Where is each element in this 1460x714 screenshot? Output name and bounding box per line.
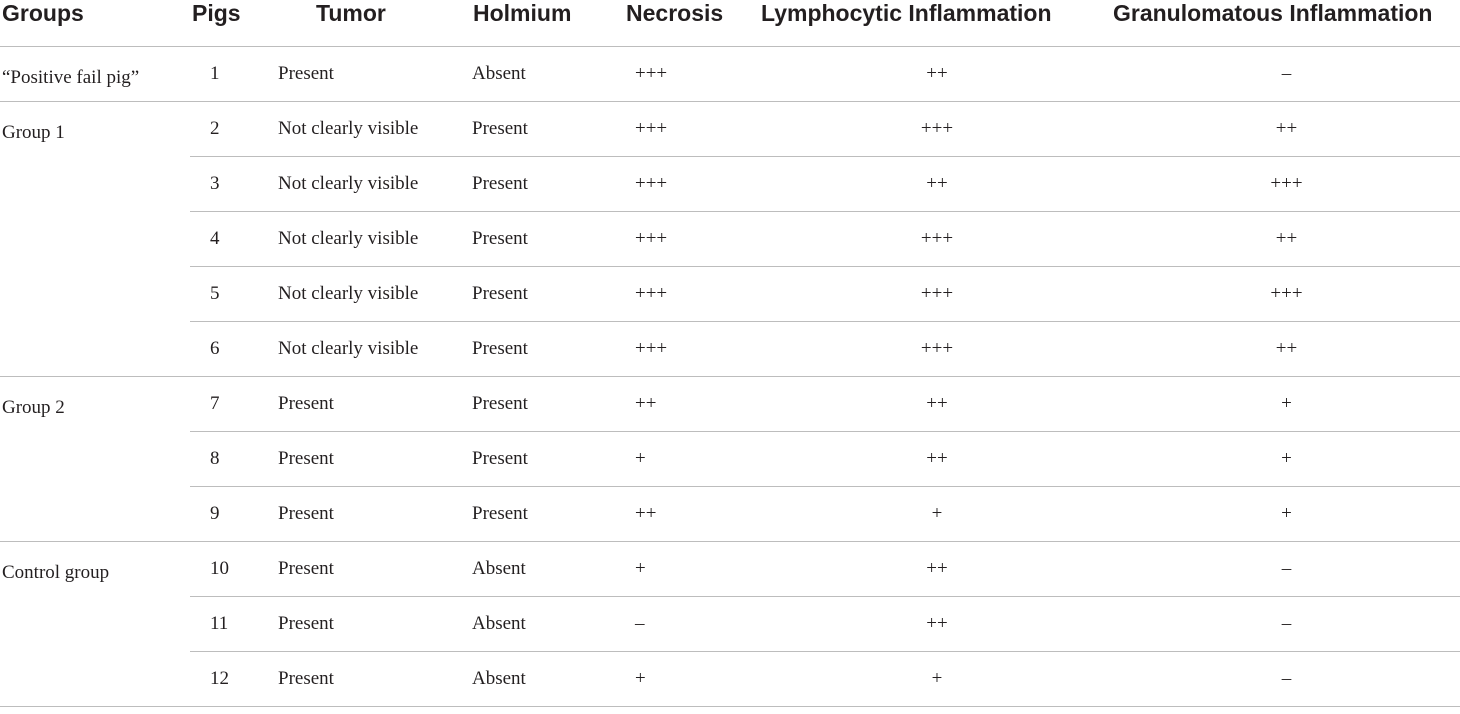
- lymphocytic-inflammation-cell: ++: [761, 432, 1113, 487]
- granulomatous-inflammation-cell: –: [1113, 652, 1460, 707]
- table-body: [0, 47, 1460, 707]
- pig-number-cell: 1: [190, 47, 278, 102]
- holmium-cell: Absent: [472, 652, 625, 707]
- table-row: [0, 47, 1460, 102]
- pig-number-cell: 10: [190, 542, 278, 597]
- lymphocytic-inflammation-cell: ++: [761, 377, 1113, 432]
- holmium-cell: Absent: [472, 47, 625, 102]
- lymphocytic-inflammation-cell: +++: [761, 267, 1113, 322]
- granulomatous-inflammation-cell: –: [1113, 47, 1460, 102]
- tumor-cell: Present: [278, 377, 472, 432]
- table-row: [0, 322, 1460, 377]
- group-name-cell: “Positive fail pig”: [0, 47, 190, 102]
- pig-number-cell: 7: [190, 377, 278, 432]
- pig-number-cell: 2: [190, 102, 278, 157]
- granulomatous-inflammation-cell: ++: [1113, 102, 1460, 157]
- holmium-cell: Present: [472, 432, 625, 487]
- holmium-cell: Present: [472, 487, 625, 542]
- holmium-cell: Present: [472, 267, 625, 322]
- group-name-cell: Control group: [0, 542, 190, 707]
- pig-number-cell: 11: [190, 597, 278, 652]
- table-row: [0, 542, 1460, 597]
- group-name-cell: Group 1: [0, 102, 190, 377]
- table-row: [0, 432, 1460, 487]
- necrosis-cell: +++: [625, 267, 761, 322]
- header-holmium: Holmium: [472, 0, 625, 47]
- holmium-cell: Present: [472, 212, 625, 267]
- header-necrosis: Necrosis: [625, 0, 761, 47]
- lymphocytic-inflammation-cell: +++: [761, 102, 1113, 157]
- tumor-cell: Present: [278, 47, 472, 102]
- necrosis-cell: +++: [625, 47, 761, 102]
- tumor-cell: Present: [278, 487, 472, 542]
- header-tumor: Tumor: [278, 0, 472, 47]
- pig-number-cell: 8: [190, 432, 278, 487]
- header-lymphocytic-inflammation: Lymphocytic Inflammation: [761, 0, 1113, 47]
- lymphocytic-inflammation-cell: +: [761, 487, 1113, 542]
- granulomatous-inflammation-cell: +++: [1113, 267, 1460, 322]
- necrosis-cell: ++: [625, 377, 761, 432]
- tumor-cell: Not clearly visible: [278, 322, 472, 377]
- tumor-cell: Not clearly visible: [278, 102, 472, 157]
- tumor-cell: Not clearly visible: [278, 157, 472, 212]
- granulomatous-inflammation-cell: +: [1113, 432, 1460, 487]
- table-row: [0, 597, 1460, 652]
- table-row: [0, 212, 1460, 267]
- lymphocytic-inflammation-cell: +: [761, 652, 1113, 707]
- necrosis-cell: +: [625, 652, 761, 707]
- tumor-cell: Not clearly visible: [278, 212, 472, 267]
- tumor-cell: Present: [278, 432, 472, 487]
- lymphocytic-inflammation-cell: ++: [761, 597, 1113, 652]
- necrosis-cell: +++: [625, 157, 761, 212]
- holmium-cell: Present: [472, 322, 625, 377]
- pig-number-cell: 9: [190, 487, 278, 542]
- pig-number-cell: 3: [190, 157, 278, 212]
- table-row: [0, 157, 1460, 212]
- table-row: [0, 652, 1460, 707]
- granulomatous-inflammation-cell: ++: [1113, 212, 1460, 267]
- table-row: [0, 267, 1460, 322]
- table-row: [0, 102, 1460, 157]
- table-row: [0, 377, 1460, 432]
- necrosis-cell: +++: [625, 322, 761, 377]
- granulomatous-inflammation-cell: +: [1113, 377, 1460, 432]
- tumor-cell: Present: [278, 542, 472, 597]
- necrosis-cell: +++: [625, 102, 761, 157]
- holmium-cell: Absent: [472, 597, 625, 652]
- necrosis-cell: +: [625, 542, 761, 597]
- tumor-cell: Present: [278, 652, 472, 707]
- tumor-cell: Not clearly visible: [278, 267, 472, 322]
- holmium-cell: Absent: [472, 542, 625, 597]
- pig-number-cell: 5: [190, 267, 278, 322]
- necrosis-cell: –: [625, 597, 761, 652]
- table-row: [0, 487, 1460, 542]
- header-row: [0, 0, 1460, 47]
- granulomatous-inflammation-cell: –: [1113, 542, 1460, 597]
- necrosis-cell: +: [625, 432, 761, 487]
- header-groups: Groups: [0, 0, 190, 47]
- header-granulomatous-inflammation: Granulomatous Inflammation: [1113, 0, 1460, 47]
- lymphocytic-inflammation-cell: +++: [761, 212, 1113, 267]
- granulomatous-inflammation-cell: +: [1113, 487, 1460, 542]
- necrosis-cell: ++: [625, 487, 761, 542]
- granulomatous-inflammation-cell: –: [1113, 597, 1460, 652]
- group-name-cell: Group 2: [0, 377, 190, 542]
- granulomatous-inflammation-cell: ++: [1113, 322, 1460, 377]
- holmium-cell: Present: [472, 157, 625, 212]
- holmium-cell: Present: [472, 377, 625, 432]
- lymphocytic-inflammation-cell: ++: [761, 47, 1113, 102]
- necrosis-cell: +++: [625, 212, 761, 267]
- pig-number-cell: 6: [190, 322, 278, 377]
- pig-number-cell: 12: [190, 652, 278, 707]
- lymphocytic-inflammation-cell: ++: [761, 157, 1113, 212]
- lymphocytic-inflammation-cell: ++: [761, 542, 1113, 597]
- granulomatous-inflammation-cell: +++: [1113, 157, 1460, 212]
- tumor-cell: Present: [278, 597, 472, 652]
- header-pigs: Pigs: [190, 0, 278, 47]
- lymphocytic-inflammation-cell: +++: [761, 322, 1113, 377]
- holmium-cell: Present: [472, 102, 625, 157]
- pig-number-cell: 4: [190, 212, 278, 267]
